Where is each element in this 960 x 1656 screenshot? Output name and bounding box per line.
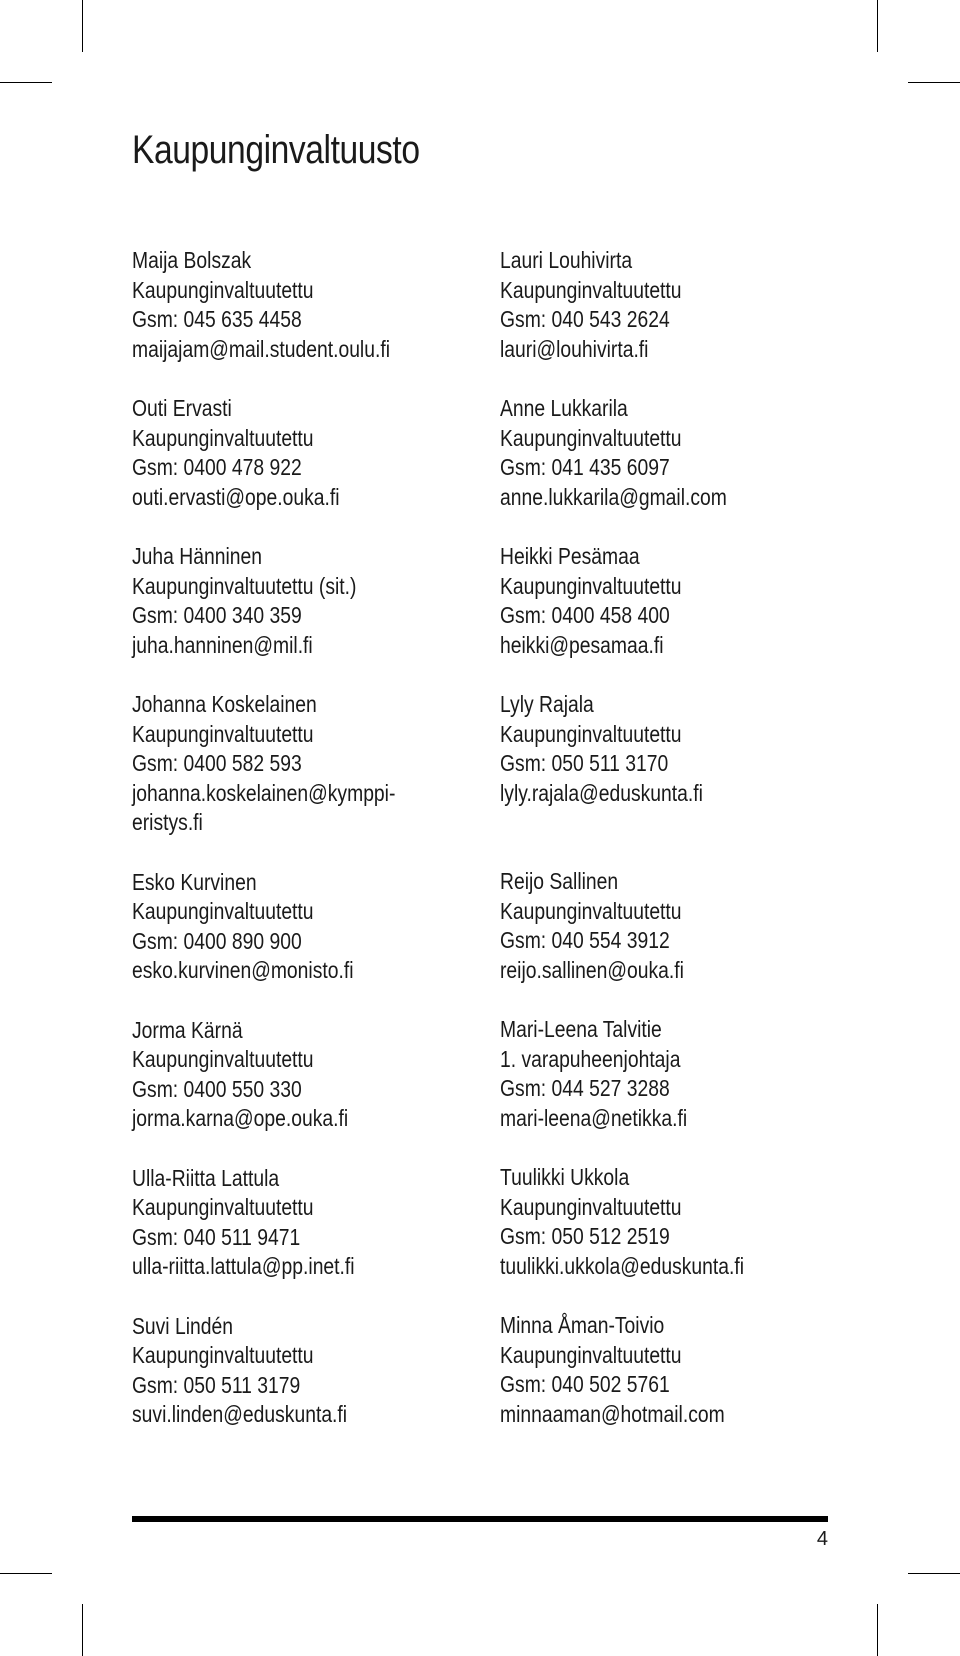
contact-email[interactable]: anne.lukkarila@gmail.com [500, 483, 727, 510]
contact-role: Kaupunginvaltuutettu (sit.) [132, 572, 357, 599]
contact-phone: Gsm: 050 511 3179 [132, 1371, 301, 1398]
contact-phone: Gsm: 0400 458 400 [500, 602, 670, 628]
contact-entry [500, 394, 820, 512]
contact-entry [132, 1312, 452, 1430]
contact-name: Suvi Lindén [132, 1312, 233, 1339]
contact-name: Heikki Pesämaa [500, 543, 640, 569]
crop-mark-bottom-right-vertical [877, 1604, 878, 1656]
contact-phone: Gsm: 040 554 3912 [500, 927, 670, 953]
contact-email[interactable]: tuulikki.ukkola@eduskunta.fi [500, 1252, 745, 1279]
contact-name: Anne Lukkarila [500, 395, 628, 421]
contact-role: Kaupunginvaltuutettu [500, 424, 682, 451]
crop-mark-bottom-right-horizontal [908, 1573, 960, 1574]
contact-email[interactable]: lyly.rajala@eduskunta.fi [500, 779, 703, 806]
contact-name: Ulla-Riitta Lattula [132, 1164, 280, 1191]
crop-mark-top-left-vertical [82, 0, 83, 52]
contact-phone: Gsm: 040 502 5761 [500, 1371, 670, 1397]
contact-name: Lyly Rajala [500, 691, 594, 717]
contact-entry [500, 542, 820, 660]
contact-role: Kaupunginvaltuutettu [132, 720, 314, 747]
contact-entry [500, 1311, 820, 1429]
contact-entry [500, 867, 820, 985]
contact-role: Kaupunginvaltuutettu [500, 1193, 682, 1220]
contact-name: Maija Bolszak [132, 247, 252, 273]
contact-name: Mari-Leena Talvitie [500, 1016, 662, 1042]
footer-rule [132, 1516, 828, 1522]
contact-role: Kaupunginvaltuutettu [500, 572, 682, 599]
contact-entry [500, 690, 820, 808]
contact-role: Kaupunginvaltuutettu [500, 897, 682, 924]
contact-email[interactable]: lauri@louhivirta.fi [500, 335, 649, 362]
contact-entry [132, 1016, 452, 1134]
contact-email[interactable]: mari-leena@netikka.fi [500, 1104, 688, 1131]
contact-entry [132, 394, 452, 512]
contact-name: Reijo Sallinen [500, 868, 619, 894]
contact-phone: Gsm: 044 527 3288 [500, 1075, 670, 1101]
contact-email[interactable]: reijo.sallinen@ouka.fi [500, 956, 684, 983]
crop-mark-top-left-horizontal [0, 82, 52, 83]
contact-email[interactable]: heikki@pesamaa.fi [500, 631, 664, 658]
contact-email[interactable]: minnaaman@hotmail.com [500, 1400, 725, 1427]
contact-name: Minna Åman-Toivio [500, 1312, 665, 1338]
crop-mark-bottom-left-vertical [82, 1604, 83, 1656]
contact-email-continued[interactable]: eristys.fi [132, 809, 203, 835]
page-title: Kaupunginvaltuusto [132, 128, 420, 172]
contact-role: Kaupunginvaltuutettu [500, 720, 682, 747]
contact-phone: Gsm: 0400 478 922 [132, 454, 302, 480]
contact-name: Outi Ervasti [132, 395, 232, 421]
contact-phone: Gsm: 041 435 6097 [500, 454, 670, 480]
contact-role: Kaupunginvaltuutettu [132, 1342, 314, 1368]
contact-role: Kaupunginvaltuutettu [500, 276, 682, 303]
contact-email[interactable]: juha.hanninen@mil.fi [132, 631, 313, 658]
contact-email[interactable]: outi.ervasti@ope.ouka.fi [132, 483, 340, 510]
contact-entry [500, 246, 820, 364]
contact-entry [132, 868, 452, 986]
contact-email[interactable]: esko.kurvinen@monisto.fi [132, 957, 354, 983]
contact-email[interactable]: ulla-riitta.lattula@pp.inet.fi [132, 1253, 355, 1279]
contact-name: Lauri Louhivirta [500, 247, 633, 273]
contact-phone: Gsm: 0400 550 330 [132, 1075, 302, 1102]
contact-phone: Gsm: 0400 340 359 [132, 602, 302, 628]
contact-name: Juha Hänninen [132, 543, 262, 569]
contact-email[interactable]: suvi.linden@eduskunta.fi [132, 1401, 348, 1427]
left-contact-column [132, 246, 452, 1460]
contact-entry [500, 1163, 820, 1281]
contact-phone: Gsm: 050 512 2519 [500, 1223, 670, 1249]
page-number: 4 [816, 1528, 828, 1550]
contact-entry [132, 1164, 452, 1282]
contact-email[interactable]: maijajam@mail.student.oulu.fi [132, 335, 391, 362]
crop-mark-bottom-left-horizontal [0, 1573, 52, 1574]
contact-role: 1. varapuheenjohtaja [500, 1045, 681, 1072]
contact-phone: Gsm: 0400 582 593 [132, 750, 302, 776]
contact-email[interactable]: jorma.karna@ope.ouka.fi [132, 1105, 349, 1131]
contact-phone: Gsm: 040 511 9471 [132, 1223, 301, 1250]
contact-role: Kaupunginvaltuutettu [132, 1194, 314, 1220]
contact-entry [132, 246, 452, 364]
contact-phone: Gsm: 0400 890 900 [132, 927, 302, 954]
crop-mark-top-right-horizontal [908, 82, 960, 83]
crop-mark-top-right-vertical [877, 0, 878, 52]
contact-entry [132, 690, 452, 838]
contact-entry [500, 1015, 820, 1133]
contact-name: Esko Kurvinen [132, 868, 257, 895]
contact-name: Tuulikki Ukkola [500, 1164, 630, 1190]
contact-role: Kaupunginvaltuutettu [132, 276, 314, 303]
contact-role: Kaupunginvaltuutettu [500, 1341, 682, 1368]
contact-role: Kaupunginvaltuutettu [132, 424, 314, 451]
contact-name: Jorma Kärnä [132, 1016, 243, 1043]
contact-phone: Gsm: 045 635 4458 [132, 306, 302, 332]
contact-phone: Gsm: 040 543 2624 [500, 306, 670, 332]
contact-name: Johanna Koskelainen [132, 691, 317, 717]
contact-role: Kaupunginvaltuutettu [132, 898, 314, 924]
contact-email[interactable]: johanna.koskelainen@kymppi- [132, 779, 396, 806]
contact-entry [132, 542, 452, 660]
contact-phone: Gsm: 050 511 3170 [500, 750, 669, 776]
right-contact-column [500, 246, 820, 1459]
contact-role: Kaupunginvaltuutettu [132, 1046, 314, 1072]
